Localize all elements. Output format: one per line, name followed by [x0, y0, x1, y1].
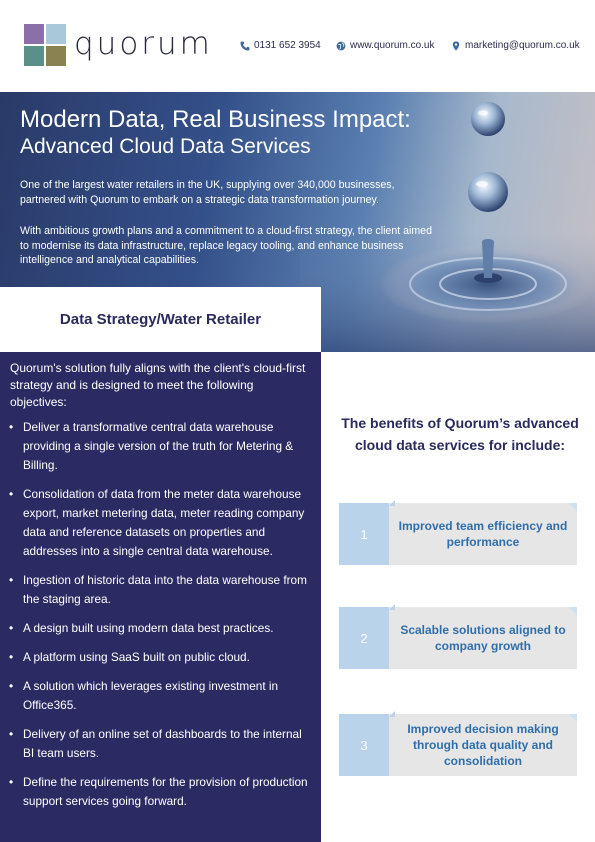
bullet-icon: •: [9, 775, 14, 789]
hero-subtitle: Advanced Cloud Data Services: [20, 135, 311, 158]
objectives-list: [6, 418, 312, 821]
email-address: marketing@quorum.co.uk: [465, 40, 580, 51]
objective-text: A solution which leverages existing investment in Office365.: [23, 679, 279, 712]
card-corner: [569, 503, 577, 511]
logo-square-teal: [24, 46, 44, 66]
objective-text: Consolidation of data from the meter data warehouse export, market metering data, meter reading company data and reference datasets on properties and addresses into a single central data warehouse.: [23, 487, 305, 558]
banner-heading: Data Strategy/Water Retailer: [59, 311, 262, 328]
list-item: [6, 773, 312, 811]
benefit-number: 3: [339, 714, 389, 776]
website-link: www.quorum.co.uk: [350, 40, 435, 51]
bullet-icon: •: [9, 487, 14, 501]
benefit-number: 1: [339, 503, 389, 565]
objective-text: Delivery of an online set of dashboards to the internal BI team users.: [23, 727, 302, 760]
card-corner: [569, 714, 577, 722]
benefit-card-1: [339, 503, 577, 565]
benefits-heading: The benefits of Quorum’s advanced cloud data services for include:: [341, 415, 579, 453]
list-item: [6, 677, 312, 715]
bullet-icon: •: [9, 573, 14, 587]
bullet-icon: •: [9, 679, 14, 693]
contact-email[interactable]: [451, 40, 580, 51]
phone-number: 0131 652 3954: [254, 40, 321, 51]
list-item: [6, 485, 312, 561]
objective-text: A design built using modern data best practices.: [23, 621, 274, 635]
list-item: [6, 418, 312, 475]
contact-phone[interactable]: [240, 40, 321, 51]
bullet-icon: •: [9, 621, 14, 635]
benefit-text: Scalable solutions aligned to company growth: [389, 607, 577, 669]
bullet-icon: •: [9, 420, 14, 434]
logo-square-light-blue: [46, 24, 66, 44]
section-banner: [0, 287, 321, 352]
list-item: [6, 571, 312, 609]
contact-website[interactable]: [336, 40, 434, 51]
location-pin-icon: [451, 41, 461, 51]
bullet-icon: •: [9, 650, 14, 664]
logo-square-purple: [24, 24, 44, 44]
header: [0, 0, 595, 92]
quorum-logo: [24, 24, 68, 68]
benefit-card-2: [339, 607, 577, 669]
objective-text: Define the requirements for the provision of production support services going forward.: [23, 775, 308, 808]
objective-text: A platform using SaaS built on public cloud.: [23, 650, 250, 664]
benefit-text: Improved team efficiency and performance: [389, 503, 577, 565]
objective-text: Ingestion of historic data into the data warehouse from the staging area.: [23, 573, 307, 606]
brand-name: quorum: [74, 26, 213, 62]
objectives-panel: [0, 352, 321, 842]
bullet-icon: •: [9, 727, 14, 741]
logo-square-olive: [46, 46, 66, 66]
hero-paragraph-1: One of the largest water retailers in the UK, supplying over 340,000 businesses, partnered with Quorum to embark on a strategic data transformation journey.: [20, 179, 395, 206]
list-item: [6, 619, 312, 638]
objectives-intro: Quorum's solution fully aligns with the client's cloud-first strategy and is designed to meet the following objectives:: [10, 361, 306, 409]
fold-corner: [389, 604, 395, 610]
hero-title: Modern Data, Real Business Impact:: [20, 106, 411, 133]
card-corner: [569, 607, 577, 615]
benefit-text: Improved decision making through data quality and consolidation: [389, 714, 577, 776]
globe-icon: [336, 41, 346, 51]
list-item: [6, 725, 312, 763]
hero-paragraph-2: With ambitious growth plans and a commitment to a cloud-first strategy, the client aimed to modernise its data infrastructure, replace legacy tooling, and enhance business intelligence and analytical capabilities.: [20, 225, 432, 266]
phone-icon: [240, 41, 250, 51]
objective-text: Deliver a transformative central data warehouse providing a single version of the truth for Metering & Billing.: [23, 420, 294, 472]
fold-corner: [389, 500, 395, 506]
fold-corner: [389, 711, 395, 717]
benefit-card-3: [339, 714, 577, 776]
list-item: [6, 648, 312, 667]
benefit-number: 2: [339, 607, 389, 669]
